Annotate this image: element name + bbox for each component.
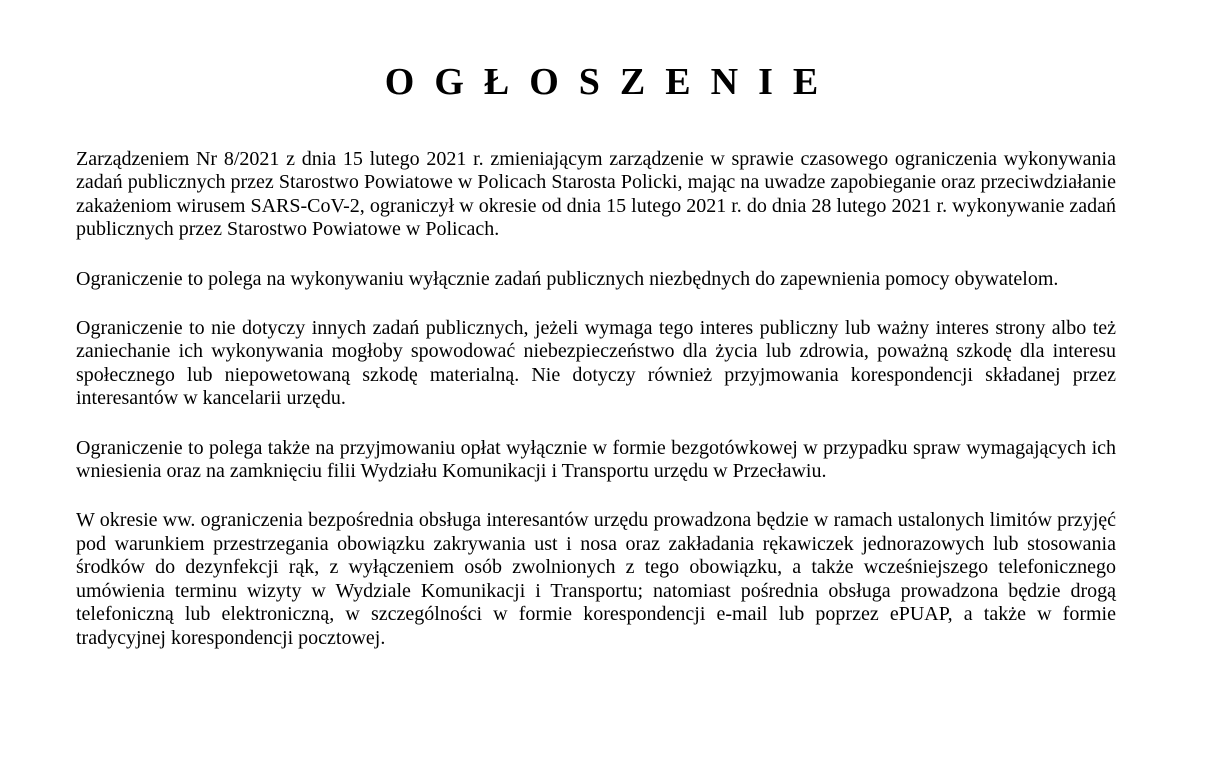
- announcement-body: [76, 148, 1116, 676]
- paragraph-ordinance: Zarządzeniem Nr 8/2021 z dnia 15 lutego 2021 r. zmieniającym zarządzenie w sprawie czasowego ograniczenia wykonywania zadań publicznych przez Starostwo Powiatowe w Policach Starosta Policki, mając na uwadze zapobieganie oraz przeciwdziałanie zakażeniom wirusem SARS-CoV-2, ograniczył w okresie od dnia 15 lutego 2021 r. do dnia 28 lutego 2021 r. wykonywanie zadań publicznych przez Starostwo Powiatowe w Policach.: [76, 148, 1116, 241]
- announcement-title: OGŁOSZENIE: [384, 61, 839, 103]
- paragraph-payments-branch-closure: Ograniczenie to polega także na przyjmowaniu opłat wyłącznie w formie bezgotówkowej w przypadku spraw wymagających ich wniesienia oraz na zamknięciu filii Wydziału Komunikacji i Transportu urzędu w Przecławiu.: [76, 436, 1116, 483]
- paragraph-exceptions: Ograniczenie to nie dotyczy innych zadań publicznych, jeżeli wymaga tego interes publiczny lub ważny interes strony albo też zaniechanie ich wykonywania mogłoby spowodować niebezpieczeństwo dla życia lub zdrowia, poważną szkodę dla interesu społecznego lub niepowetowaną szkodę materialną. Nie dotyczy również przyjmowania korespondencji składanej przez interesantów w kancelarii urzędu.: [76, 317, 1116, 410]
- paragraph-customer-service: W okresie ww. ograniczenia bezpośrednia obsługa interesantów urzędu prowadzona będzie w ramach ustalonych limitów przyjęć pod warunkiem przestrzegania obowiązku zakrywania ust i nosa oraz zakładania rękawiczek jednorazowych lub stosowania środków do dezynfekcji rąk, z wyłączeniem osób zwolnionych z tego obowiązku, a także wcześniejszego telefonicznego umówienia terminu wizyty w Wydziale Komunikacji i Transportu; natomiast pośrednia obsługa prowadzona będzie drogą telefoniczną lub elektroniczną, w szczególności w formie korespondencji e-mail lub poprzez ePUAP, a także w formie tradycyjnej korespondencji pocztowej.: [76, 509, 1116, 649]
- paragraph-scope-limitation: Ograniczenie to polega na wykonywaniu wyłącznie zadań publicznych niezbędnych do zapewnienia pomocy obywatelom.: [76, 267, 1059, 290]
